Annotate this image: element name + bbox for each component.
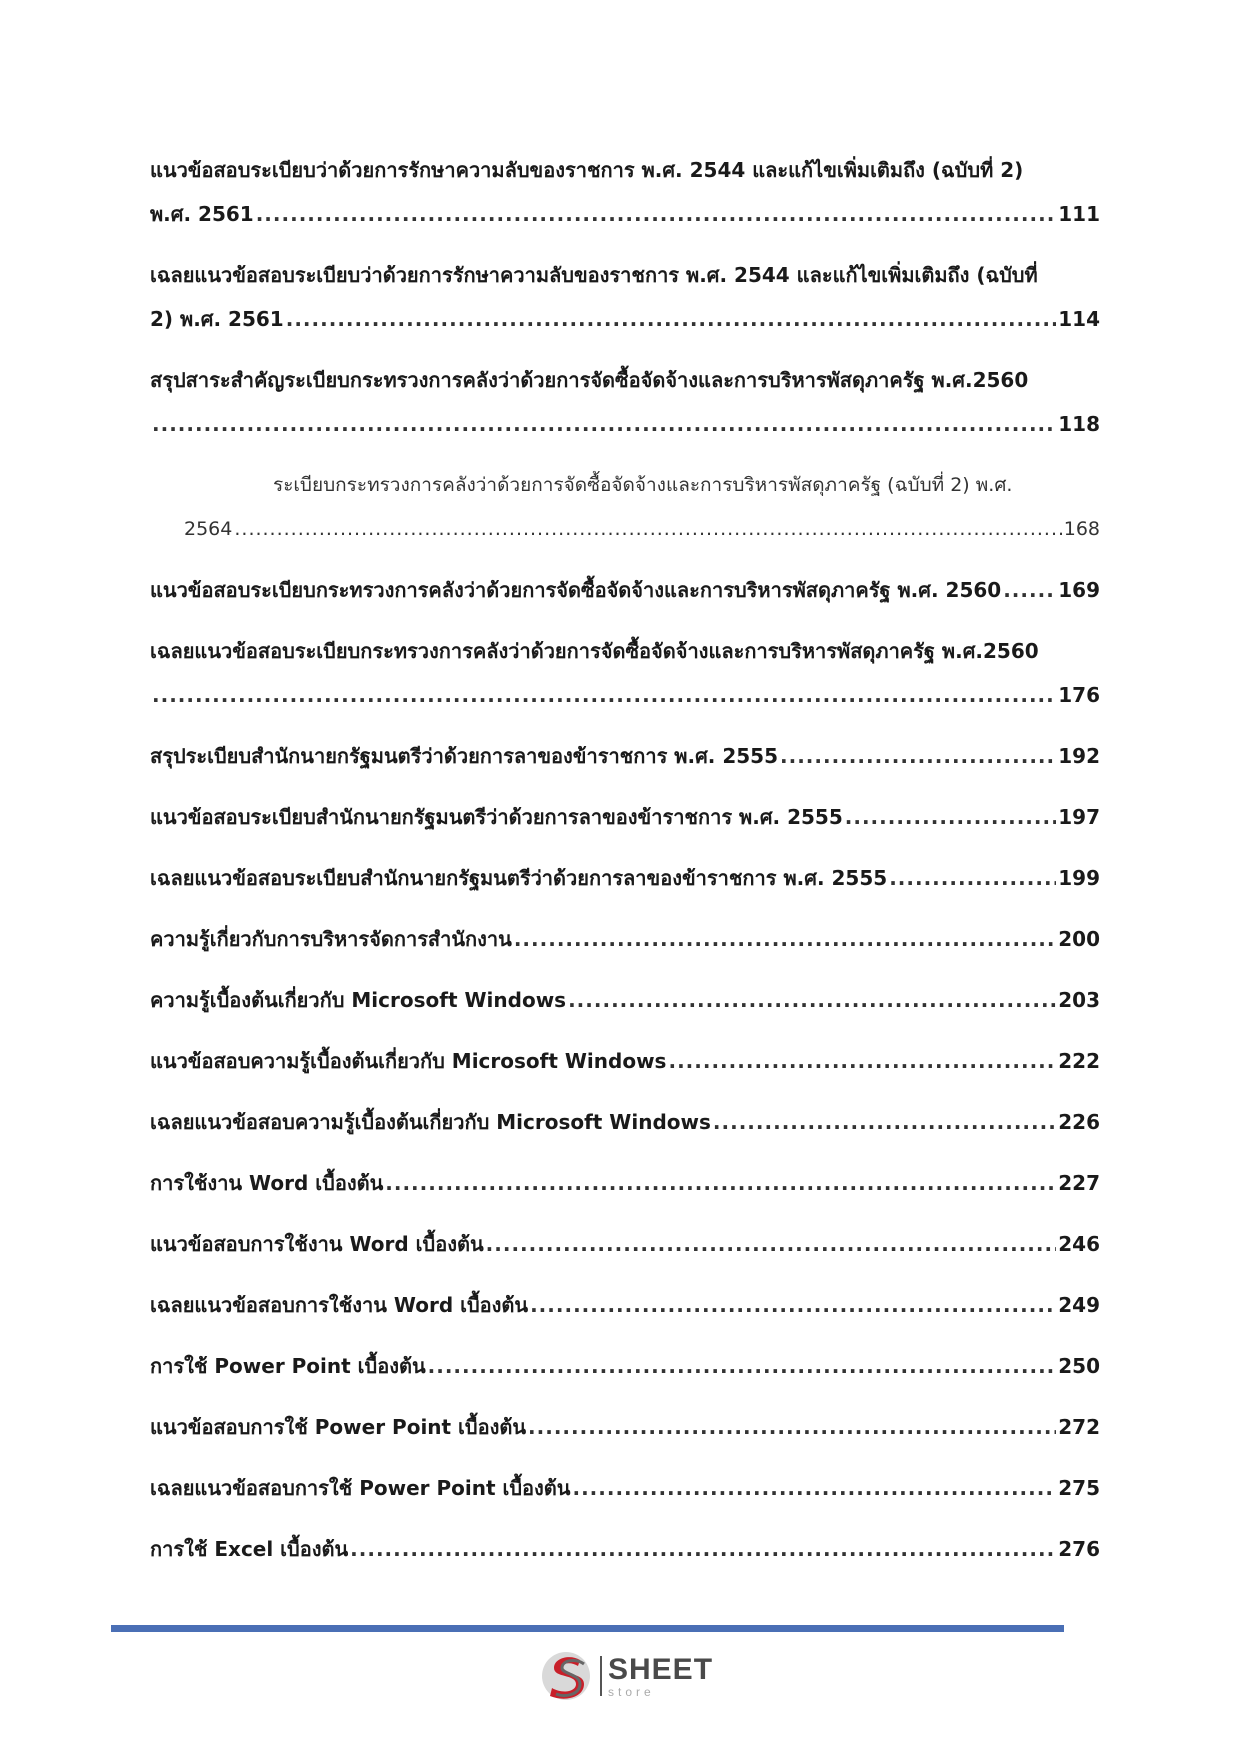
toc-entry[interactable] [150,917,1100,961]
toc-page-number: 176 [1058,683,1100,707]
toc-page-number: 118 [1058,412,1100,436]
toc-page-number: 276 [1058,1537,1100,1561]
dot-leader [1003,568,1056,612]
toc-entry-leader-line [150,1344,1100,1388]
dot-leader [486,1222,1057,1266]
dot-leader [286,297,1057,341]
logo-divider [600,1656,602,1696]
toc-entry-title: สรุประเบียบสำนักนายกรัฐมนตรีว่าด้วยการลาของข้าราชการ พ.ศ. 2555 [150,744,778,768]
toc-entry[interactable] [150,148,1100,236]
toc-page-number: 275 [1058,1476,1100,1500]
toc-entry-title: 2) พ.ศ. 2561 [150,307,284,331]
toc-page-number: 168 [1063,518,1100,540]
toc-entry[interactable] [150,358,1100,446]
toc-entry-leader-line [150,734,1100,778]
toc-page-number: 197 [1058,805,1100,829]
toc-entry-leader-line [150,402,1100,446]
toc-entry-leader-line [150,673,1100,717]
dot-leader [530,1283,1056,1327]
toc-page-number: 192 [1058,744,1100,768]
toc-entry-leader-line [150,1039,1100,1083]
dot-leader [350,1527,1056,1571]
toc-entry[interactable] [150,629,1100,717]
dot-leader [152,673,1056,717]
toc-entry[interactable] [150,795,1100,839]
toc-entry-title-line: เฉลยแนวข้อสอบระเบียบกระทรวงการคลังว่าด้วยการจัดซื้อจัดจ้างและการบริหารพัสดุภาครัฐ พ.ศ.2560 [150,639,1039,663]
toc-page-number: 246 [1058,1232,1100,1256]
toc-entry-leader-line [150,978,1100,1022]
toc-entry-title: 2564 [184,518,233,540]
toc-entry[interactable] [150,253,1100,341]
logo-wordmark: SHEET [608,1652,714,1686]
toc-entry-leader-line [150,1222,1100,1266]
toc-entry[interactable] [150,1405,1100,1449]
toc-entry[interactable] [150,856,1100,900]
toc-entry-title: การใช้ Power Point เบื้องต้น [150,1354,426,1378]
toc-page-number: 272 [1058,1415,1100,1439]
toc-entry-title: แนวข้อสอบการใช้งาน Word เบื้องต้น [150,1232,484,1256]
toc-entry[interactable] [150,734,1100,778]
dot-leader [514,917,1056,961]
toc-entry-leader-line [150,1161,1100,1205]
table-of-contents [150,148,1100,1588]
toc-entry-title: แนวข้อสอบความรู้เบื้องต้นเกี่ยวกับ Microsoft Windows [150,1049,667,1073]
toc-page-number: 249 [1058,1293,1100,1317]
toc-entry[interactable] [150,1283,1100,1327]
toc-entry-leader-line [150,1527,1100,1571]
dot-leader [780,734,1056,778]
toc-entry[interactable] [150,978,1100,1022]
dot-leader [528,1405,1056,1449]
toc-entry[interactable] [150,1100,1100,1144]
dot-leader [385,1161,1056,1205]
toc-entry[interactable] [150,1161,1100,1205]
toc-page-number: 227 [1058,1171,1100,1195]
dot-leader [889,856,1056,900]
toc-entry-leader-line [150,917,1100,961]
toc-entry-title: ความรู้เกี่ยวกับการบริหารจัดการสำนักงาน [150,927,512,951]
toc-page-number: 111 [1058,202,1100,226]
dot-leader [256,192,1057,236]
toc-page-number: 226 [1058,1110,1100,1134]
footer-rule [111,1625,1064,1632]
toc-entry[interactable] [150,1222,1100,1266]
toc-entry-title: พ.ศ. 2561 [150,202,254,226]
dot-leader [234,507,1061,551]
toc-entry-leader-line [150,192,1100,236]
toc-entry-title: แนวข้อสอบการใช้ Power Point เบื้องต้น [150,1415,527,1439]
sheet-store-logo-icon [540,1650,596,1702]
toc-entry-leader-line [150,856,1100,900]
logo-subtext: store [608,1684,655,1699]
toc-entry-title: เฉลยแนวข้อสอบการใช้งาน Word เบื้องต้น [150,1293,529,1317]
toc-entry-title-line: ระเบียบกระทรวงการคลังว่าด้วยการจัดซื้อจัดจ้างและการบริหารพัสดุภาครัฐ (ฉบับที่ 2) พ.ศ. [273,474,1013,496]
dot-leader [572,1466,1056,1510]
dot-leader [152,402,1056,446]
toc-entry[interactable] [150,1466,1100,1510]
toc-entry-title: การใช้ Excel เบื้องต้น [150,1537,349,1561]
toc-entry-leader-line [150,568,1100,612]
toc-page-number: 169 [1058,578,1100,602]
toc-entry-title: การใช้งาน Word เบื้องต้น [150,1171,384,1195]
toc-entry-leader-line [150,1283,1100,1327]
toc-entry-title: เฉลยแนวข้อสอบความรู้เบื้องต้นเกี่ยวกับ Microsoft Windows [150,1110,711,1134]
toc-page-number: 222 [1058,1049,1100,1073]
sheet-store-logo [540,1650,713,1702]
toc-page-number: 114 [1058,307,1100,331]
toc-entry-leader-line [150,1405,1100,1449]
toc-entry-title-line: แนวข้อสอบระเบียบว่าด้วยการรักษาความลับของราชการ พ.ศ. 2544 และแก้ไขเพิ่มเติมถึง (ฉบับที่ 2) [150,158,1024,182]
toc-page-number: 200 [1058,927,1100,951]
toc-entry-leader-line [150,297,1100,341]
dot-leader [845,795,1057,839]
toc-entry[interactable] [150,463,1100,551]
toc-page-number: 250 [1058,1354,1100,1378]
dot-leader [428,1344,1057,1388]
toc-page-number: 199 [1058,866,1100,890]
toc-entry[interactable] [150,568,1100,612]
toc-entry-leader-line [150,795,1100,839]
toc-entry-leader-line [150,1100,1100,1144]
toc-entry-title: ความรู้เบื้องต้นเกี่ยวกับ Microsoft Windows [150,988,567,1012]
toc-entry-title: แนวข้อสอบระเบียบสำนักนายกรัฐมนตรีว่าด้วยการลาของข้าราชการ พ.ศ. 2555 [150,805,843,829]
toc-entry-title-line: เฉลยแนวข้อสอบระเบียบว่าด้วยการรักษาความลับของราชการ พ.ศ. 2544 และแก้ไขเพิ่มเติมถึง (ฉบับที่ [150,263,1038,287]
toc-page-number: 203 [1058,988,1100,1012]
dot-leader [668,1039,1056,1083]
toc-entry-title: แนวข้อสอบระเบียบกระทรวงการคลังว่าด้วยการจัดซื้อจัดจ้างและการบริหารพัสดุภาครัฐ พ.ศ. 2560 [150,578,1002,602]
toc-entry-leader-line [150,1466,1100,1510]
toc-entry[interactable] [150,1344,1100,1388]
toc-entry-leader-line [150,507,1100,551]
toc-entry-title-line: สรุปสาระสำคัญระเบียบกระทรวงการคลังว่าด้วยการจัดซื้อจัดจ้างและการบริหารพัสดุภาครัฐ พ.ศ.2560 [150,368,1029,392]
dot-leader [713,1100,1056,1144]
toc-entry-title: เฉลยแนวข้อสอบการใช้ Power Point เบื้องต้น [150,1476,571,1500]
toc-entry[interactable] [150,1039,1100,1083]
toc-entry[interactable] [150,1527,1100,1571]
toc-entry-title: เฉลยแนวข้อสอบระเบียบสำนักนายกรัฐมนตรีว่าด้วยการลาของข้าราชการ พ.ศ. 2555 [150,866,888,890]
dot-leader [568,978,1056,1022]
